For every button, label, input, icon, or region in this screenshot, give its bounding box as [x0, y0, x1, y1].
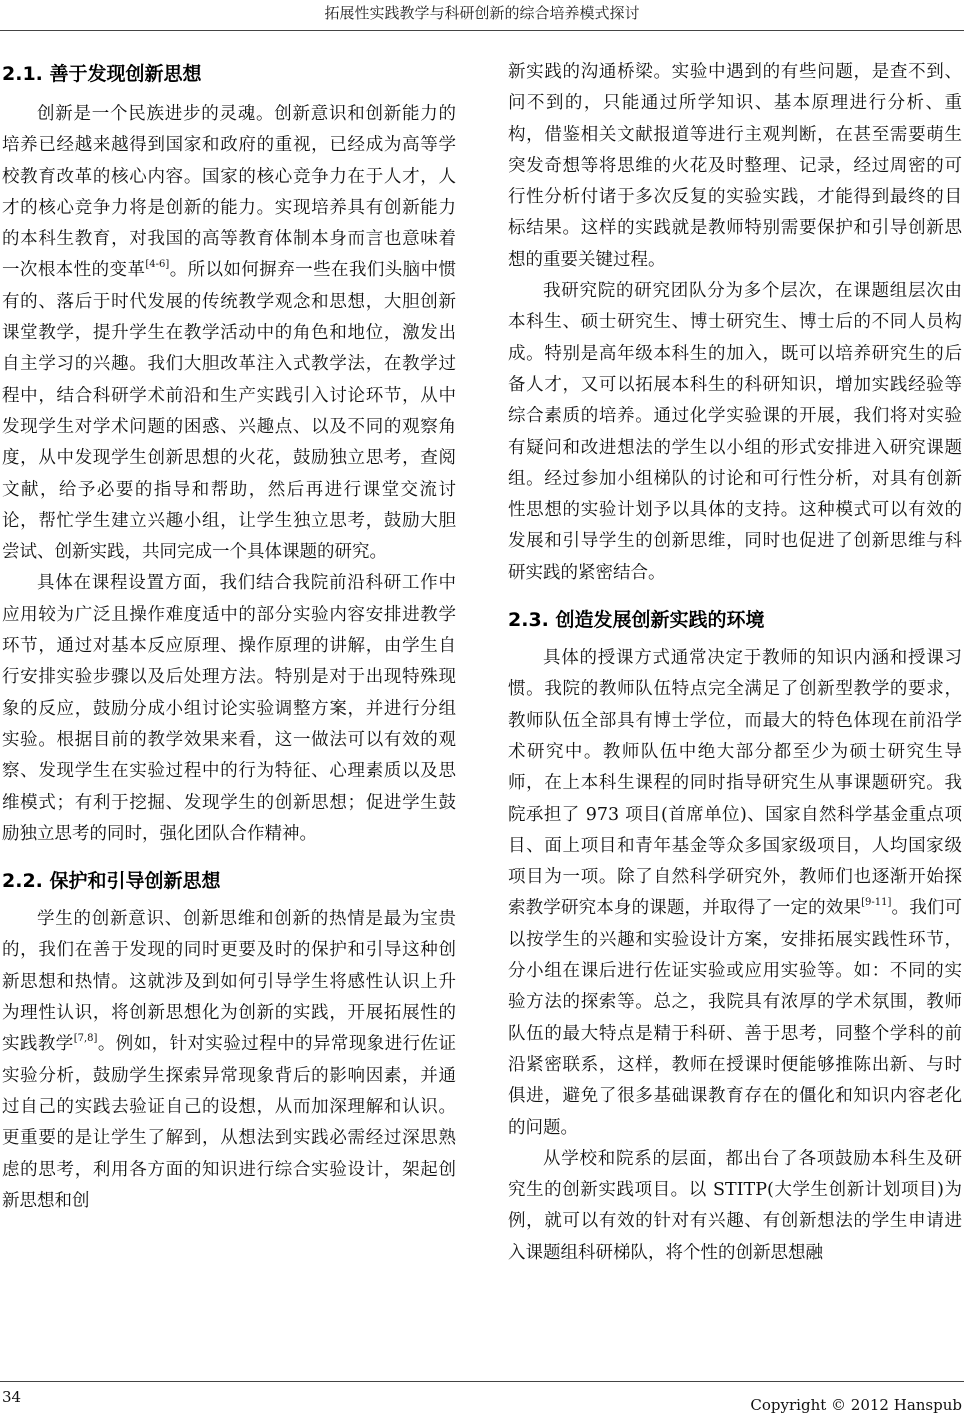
paragraph: [2, 904, 456, 1217]
paragraph: 从学校和院系的层面，都出台了各项鼓励本科生及研究生的创新实践项目。以 STITP(大学生创新计划项目)为例，就可以有效的针对有兴趣、有创新想法的学生申请进入课题组科研梯队，将个性的创新思想融: [508, 1148, 962, 1263]
left-column: [2, 57, 456, 1217]
header-rule: [0, 30, 964, 31]
copyright-notice: Copyright © 2012 Hanspub: [750, 1396, 962, 1414]
paragraph: 我研究院的研究团队分为多个层次，在课题组层次由本科生、硕士研究生、博士研究生、博士后的不同人员构成。特别是高年级本科生的加入，既可以培养研究生的后备人才，又可以拓展本科生的科研知识，增加实践经验等综合素质的培养。通过化学实验课的开展，我们将对实验有疑问和改进想法的学生以小组的形式安排进入研究课题组。经过参加小组梯队的讨论和可行性分析，对具有创新性思想的实验计划予以具体的支持。这种模式可以有效的发展和引导学生的创新思维，同时也促进了创新思维与科研实践的紧密结合。: [508, 281, 962, 583]
paragraph-text: 创新是一个民族进步的灵魂。创新意识和创新能力的培养已经越来越得到国家和政府的重视，已经成为高等学校教育改革的核心内容。国家的核心竞争力在于人才，人才的核心竞争力将是创新的能力。实现培养具有创新能力的本科生教育，对我国的高等教育体制本身而言也意味着一次根本性的变革: [2, 104, 456, 281]
section-heading-2-2: 2.2. 保护和引导创新思想: [2, 870, 221, 893]
right-column: [508, 57, 962, 1269]
paragraph: 具体在课程设置方面，我们结合我院前沿科研工作中应用较为广泛且操作难度适中的部分实验内容安排进教学环节，通过对基本反应原理、操作原理的讲解，由学生自行安排实验步骤以及后处理方法。特别是对于出现特殊现象的反应，鼓励分成小组讨论实验调整方案，并进行分组实验。根据目前的教学效果来看，这一做法可以有效的观察、发现学生在实验过程中的行为特征、心理素质以及思维模式；有利于挖掘、发现学生的创新思想；促进学生鼓励独立思考的同时，强化团队合作精神。: [2, 573, 456, 844]
running-header: 拓展性实践教学与科研创新的综合培养模式探讨: [324, 4, 640, 22]
paragraph-text: 具体的授课方式通常决定于教师的知识内涵和授课习惯。我院的教师队伍特点完全满足了创新型教学的要求，教师队伍全部具有博士学位，而最大的特色体现在前沿学术研究中。教师队伍中绝大部分都至少为硕士研究生导师，在上本科生课程的同时指导研究生从事课题研究。我院承担了 973 项目(首席单位)、国家自然科学基金重点项目、面上项目和青年基金等众多国家级项目，人均国家级项目为一项。除了自然科学研究外，教师们也逐渐开始探索教学研究本身的课题，并取得了一定的效果: [508, 648, 962, 919]
paragraph: [2, 99, 456, 568]
section-heading-2-3: 2.3. 创造发展创新实践的环境: [508, 609, 765, 632]
paragraph-continuation: 新实践的沟通桥梁。实验中遇到的有些问题，是查不到、问不到的，只能通过所学知识、基本原理进行分析、重构，借鉴相关文献报道等进行主观判断，在甚至需要萌生突发奇想等将思维的火花及时整理、记录，经过周密的可行性分析付诸于多次反复的实验实践，才能得到最终的目标结果。这样的实践就是教师特别需要保护和引导创新思想的重要关键过程。: [508, 62, 962, 270]
page-number: 34: [2, 1388, 22, 1406]
citation-ref: [4-6]: [145, 259, 170, 271]
paragraph-text: 。例如，针对实验过程中的异常现象进行佐证实验分析，鼓励学生探索异常现象背后的影响因素，并通过自己的实践去验证自己的设想，从而加深理解和认识。更重要的是让学生了解到，从想法到实践必需经过深思熟虑的思考，利用各方面的知识进行综合实验设计，架起创新思想和创: [2, 1034, 457, 1211]
citation-ref: [7,8]: [73, 1033, 98, 1045]
paragraph-text: 。所以如何摒弃一些在我们头脑中惯有的、落后于时代发展的传统教学观念和思想，大胆创新课堂教学，提升学生在教学活动中的角色和地位，激发出自主学习的兴趣。我们大胆改革注入式教学法，在教学过程中，结合科研学术前沿和生产实践引入讨论环节，从中发现学生对学术问题的困惑、兴趣点、以及不同的观察角度，从中发现学生创新思想的火花，鼓励独立思考，查阅文献，给予必要的指导和帮助，然后再进行课堂交流讨论，帮忙学生建立兴趣小组，让学生独立思考，鼓励大胆尝试、创新实践，共同完成一个具体课题的研究。: [2, 260, 457, 563]
footer-rule: [0, 1381, 964, 1382]
paragraph: [508, 643, 962, 1144]
paragraph-text: 学生的创新意识、创新思维和创新的热情是最为宝贵的，我们在善于发现的同时更要及时的保护和引导这种创新思想和热情。这就涉及到如何引导学生将感性认识上升为理性认识，将创新思想化为创新的实践，开展拓展性的实践教学: [2, 909, 456, 1055]
section-heading-2-1: 2.1. 善于发现创新思想: [2, 63, 202, 85]
paragraph-text: 。我们可以按学生的兴趣和实验设计方案，安排拓展实践性环节，分小组在课后进行佐证实验或应用实验等。如：不同的实验方法的探索等。总之，我院具有浓厚的学术氛围，教师队伍的最大特点是精于科研、善于思考，同整个学科的前沿紧密联系，这样，教师在授课时便能够推陈出新、与时俱进，避免了很多基础课教育存在的僵化和知识内容老化的问题。: [508, 898, 963, 1138]
citation-ref: [9-11]: [861, 897, 892, 909]
